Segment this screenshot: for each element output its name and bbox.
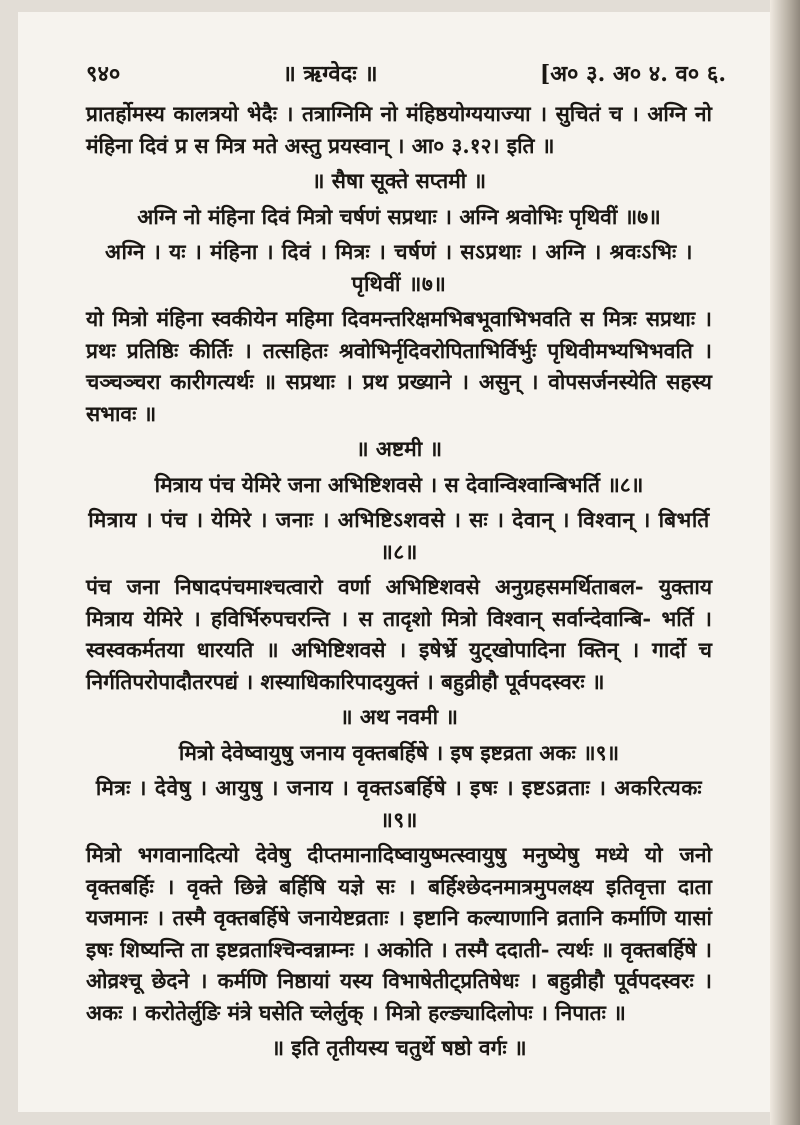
page-number: ९४० xyxy=(86,61,121,87)
section-colophon: ॥ इति तृतीयस्य चतुर्थे षष्ठो वर्गः ॥ xyxy=(271,1035,527,1060)
section-reference: [अ० ३. अ० ४. व० ६. xyxy=(539,61,726,87)
verse-line: मित्रो देवेष्वायुषु जनाय वृक्तबर्हिषे । इष इष्टव्रता अकः ॥९॥ xyxy=(178,739,620,765)
commentary: यो मित्रो मंहिना स्वकीयेन महिमा दिवमन्तरिक्षमभिबभूवाभिभवति स मित्रः सप्रथाः । प्रथः प्रतिष्ठिः कीर्तिः । तत्सहितः श्रवोभिर्नृदिवरोपिताभिर्विर्भुः पृथिवीमभ्यभिभवति । चञ्चञ्चरा कारीगत्यर्थः ॥ सप्रथाः । प्रथ प्रख्याने । असुन् । वोपसर्जनस्येति सहस्य सभावः ॥ xyxy=(86,306,712,426)
verse-line: मित्राय पंच येमिरे जना अभिष्टिशवसे । स देवान्विश्वान्बिभर्ति ॥८॥ xyxy=(154,471,644,497)
running-title: ॥ ऋग्वेदः ॥ xyxy=(282,61,378,87)
page-body xyxy=(86,98,712,1068)
page-header xyxy=(86,58,726,88)
verse-heading: ॥ अथ नवमी ॥ xyxy=(340,704,458,729)
commentary: मित्रो भगवानादित्यो देवेषु दीप्तमानादिष्वायुष्मत्स्वायुषु मनुष्येषु मध्ये यो जनो वृक्तबर्हिः । वृक्ते छिन्ने बर्हिषि यज्ञे सः । बर्हिश्छेदनमात्रमुपलक्ष्य इतिवृत्ता दाता यजमानः । तस्मै वृक्तबर्हिषे जनायेष्टव्रताः । इष्टानि कल्याणानि व्रतानि कर्माणि यासां इषः शिष्यन्ति ता इष्टव्रताश्चिन्वन्नाम्नः । अकोति । तस्मै ददाती- त्यर्थः ॥ वृक्तबर्हिषे । ओव्रश्चू छेदने । कर्मणि निष्ठायां यस्य विभाषेतीट्प्रतिषेधः । बहुव्रीहौ पूर्वपदस्वरः । अकः । करोतेर्लुङि मंत्रे घसेति च्लेर्लुक् । मित्रो हल्ङ्यादिलोपः । निपातः ॥ xyxy=(86,842,712,1025)
verse-heading: ॥ सैषा सूक्ते सप्तमी ॥ xyxy=(311,168,487,193)
commentary: पंच जना निषादपंचमाश्चत्वारो वर्णा अभिष्टिशवसे अनुग्रहसमर्थिताबल- युक्ताय मित्राय येमिरे । हविर्भिरुपचरन्ति । स तादृशो मित्रो विश्वान् सर्वान्देवान्बि- भर्ति । स्वस्वकर्मतया धारयति ॥ अभिष्टिशवसे । इषेर्भ्रे युट्खोपादिना क्तिन् । गार्दो च निर्गतिपरोपादौतरपद्यं । शस्याधिकारिपादयुक्तं । बहुव्रीहौ पूर्वपदस्वरः ॥ xyxy=(86,574,712,694)
padapatha-line: मित्रः । देवेषु । आयुषु । जनाय । वृक्तऽबर्हिषे । इषः । इष्टऽव्रताः । अकरित्यकः ॥९॥ xyxy=(95,775,703,832)
verse-line: अग्नि नो मंहिना दिवं मित्रो चर्षणं सप्रथाः । अग्नि श्रवोभिः पृथिवीं ॥७॥ xyxy=(137,203,661,229)
verse-heading: ॥ अष्टमी ॥ xyxy=(355,436,443,461)
padapatha-line: अग्नि । यः । मंहिना । दिवं । मित्रः । चर्षणं । सऽप्रथाः । अग्नि । श्रवःऽभिः । पृथिवीं ॥७॥ xyxy=(104,239,693,296)
text-block: प्रातर्होमस्य कालत्रयो भेदैः । तत्राग्निमि नो मंहिष्ठयोग्ययाज्या । सुचितं च । अग्नि नो मंहिना दिवं प्र स मित्र मते अस्तु प्रयस्वान् । आ० ३.१२। इति ॥ xyxy=(86,101,712,158)
book-spine-shadow xyxy=(770,0,800,1125)
padapatha-line: मित्राय । पंच । येमिरे । जनाः । अभिष्टिऽशवसे । सः । देवान् । विश्वान् । बिभर्ति ॥८॥ xyxy=(88,507,710,564)
